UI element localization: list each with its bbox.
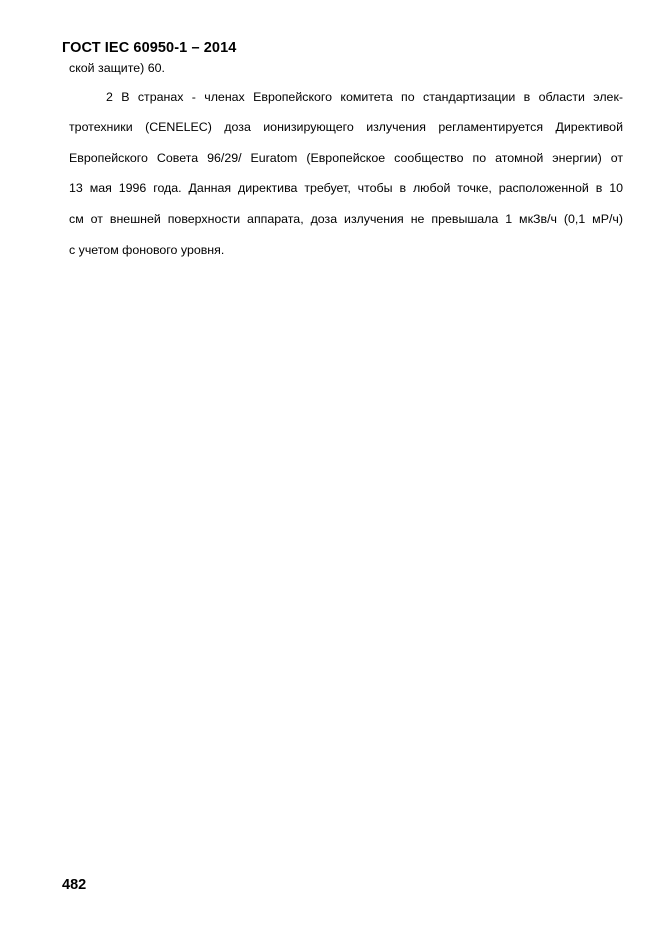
note-line-3: Европейского Совета 96/29/ Euratom (Европейское сообщество по атомной энергии) от (69, 151, 623, 165)
note-line-4: 13 мая 1996 года. Данная директива требует, чтобы в любой точке, расположенной в 10 (69, 181, 623, 195)
document-header-title: ГОСТ IEC 60950-1 – 2014 (62, 40, 237, 56)
note-line-6: с учетом фонового уровня. (69, 243, 225, 257)
note-line-1: 2 В странах - членах Европейского комитета по стандартизации в области элек- (106, 90, 623, 104)
continuation-line: ской защите) 60. (69, 61, 165, 75)
page-number: 482 (62, 877, 87, 893)
note-line-5: см от внешней поверхности аппарата, доза излучения не превышала 1 мкЗв/ч (0,1 мР/ч) (69, 212, 623, 226)
note-line-2: тротехники (CENELEC) доза ионизирующего излучения регламентируется Директивой (69, 120, 623, 134)
